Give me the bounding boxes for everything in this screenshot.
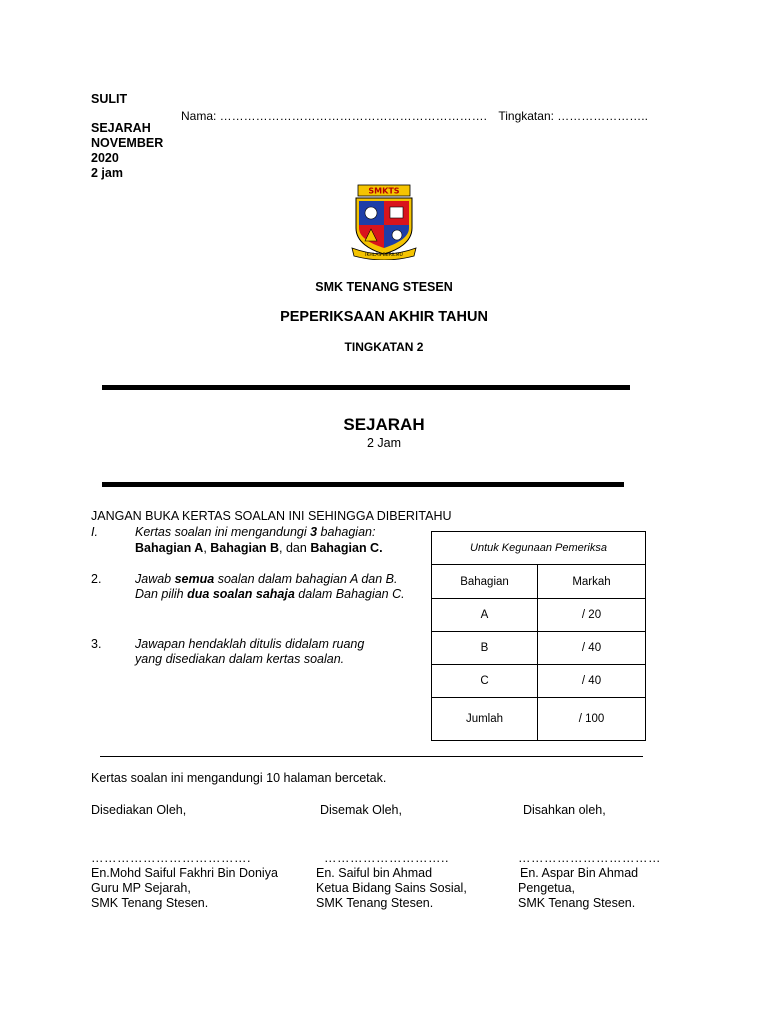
- exam-duration: 2 Jam: [366, 436, 402, 450]
- signatory-position: Guru MP Sejarah,: [91, 881, 191, 895]
- marks-cell: / 100: [538, 698, 646, 741]
- signatory-reviewed: [316, 803, 467, 911]
- section-cell: C: [432, 665, 538, 698]
- section-cell: Jumlah: [432, 698, 538, 741]
- signatory-approved: [518, 803, 661, 911]
- table-row: [432, 632, 646, 665]
- do-not-open-warning: JANGAN BUKA KERTAS SOALAN INI SEHINGGA DIBERITAHU: [91, 509, 452, 523]
- signature-line: ……………………………….: [91, 851, 251, 865]
- signatory-school: SMK Tenang Stesen.: [316, 896, 434, 910]
- divider-thin: [100, 756, 643, 757]
- instruction-2: [0, 572, 430, 612]
- grade-level: TINGKATAN 2: [344, 340, 424, 354]
- class-field: Tingkatan: …………………..: [498, 109, 648, 123]
- instruction-text: yang disediakan dalam kertas soalan.: [135, 652, 345, 666]
- table-row: [432, 698, 646, 741]
- divider-bottom: [102, 482, 624, 487]
- marks-cell: / 40: [538, 632, 646, 665]
- signatory-school: SMK Tenang Stesen.: [91, 896, 209, 910]
- classification-label: SULIT: [91, 92, 128, 106]
- signatory-position: Ketua Bidang Sains Sosial,: [316, 881, 467, 895]
- exam-title: PEPERIKSAAN AKHIR TAHUN: [280, 309, 488, 325]
- signatory-position: Pengetua,: [518, 881, 575, 895]
- section-cell: B: [432, 632, 538, 665]
- signature-line: ………………………..: [324, 851, 449, 865]
- table-title: Untuk Kegunaan Pemeriksa: [432, 532, 646, 565]
- marks-cell: / 40: [538, 665, 646, 698]
- instruction-number: I.: [91, 525, 98, 539]
- year-label: 2020: [91, 151, 119, 165]
- student-info-line: [181, 109, 648, 123]
- signatory-school: SMK Tenang Stesen.: [518, 896, 636, 910]
- subject-title: SEJARAH: [343, 415, 425, 434]
- divider-top: [102, 385, 630, 390]
- signature-line: ……………………………: [518, 851, 661, 865]
- instruction-text: Jawab semua soalan dalam bahagian A dan B.: [135, 572, 398, 586]
- signatory-name: En. Aspar Bin Ahmad: [520, 866, 639, 880]
- column-header-section: Bahagian: [432, 565, 538, 599]
- signatory-role: Disahkan oleh,: [523, 803, 606, 817]
- column-header-marks: Markah: [538, 565, 646, 599]
- crest-motto: IKHLAS BERILMU: [365, 253, 403, 258]
- table-row: [432, 665, 646, 698]
- subject-label: SEJARAH: [91, 121, 151, 135]
- instruction-text: Kertas soalan ini mengandungi 3 bahagian:: [135, 525, 376, 539]
- instruction-text: Dan pilih dua soalan sahaja dalam Bahagian C.: [135, 587, 405, 601]
- marks-cell: / 20: [538, 599, 646, 632]
- table-row: [432, 599, 646, 632]
- signatory-name: En.Mohd Saiful Fakhri Bin Doniya: [91, 866, 278, 880]
- month-label: NOVEMBER: [91, 136, 164, 150]
- instruction-3: [0, 637, 430, 677]
- school-crest-logo: [350, 184, 418, 260]
- examiner-marks-table: [431, 531, 646, 741]
- instruction-number: 2.: [91, 572, 102, 586]
- exam-meta-block: [91, 92, 163, 181]
- instruction-sections: Bahagian A, Bahagian B, dan Bahagian C.: [135, 541, 383, 555]
- crest-top-text: SMKTS: [368, 186, 400, 196]
- school-name: SMK TENANG STESEN: [315, 280, 453, 294]
- instruction-number: 3.: [91, 637, 102, 651]
- page-count-note: Kertas soalan ini mengandungi 10 halaman bercetak.: [91, 771, 387, 785]
- instruction-1: [0, 525, 430, 565]
- section-cell: A: [432, 599, 538, 632]
- instruction-text: Jawapan hendaklah ditulis didalam ruang: [135, 637, 365, 651]
- signatory-role: Disemak Oleh,: [320, 803, 402, 817]
- signatory-prepared: [91, 803, 278, 911]
- name-field: Nama: ………………………………………………………….: [181, 109, 488, 123]
- signatory-role: Disediakan Oleh,: [91, 803, 187, 817]
- duration-label: 2 jam: [91, 166, 123, 180]
- signatory-name: En. Saiful bin Ahmad: [316, 866, 433, 880]
